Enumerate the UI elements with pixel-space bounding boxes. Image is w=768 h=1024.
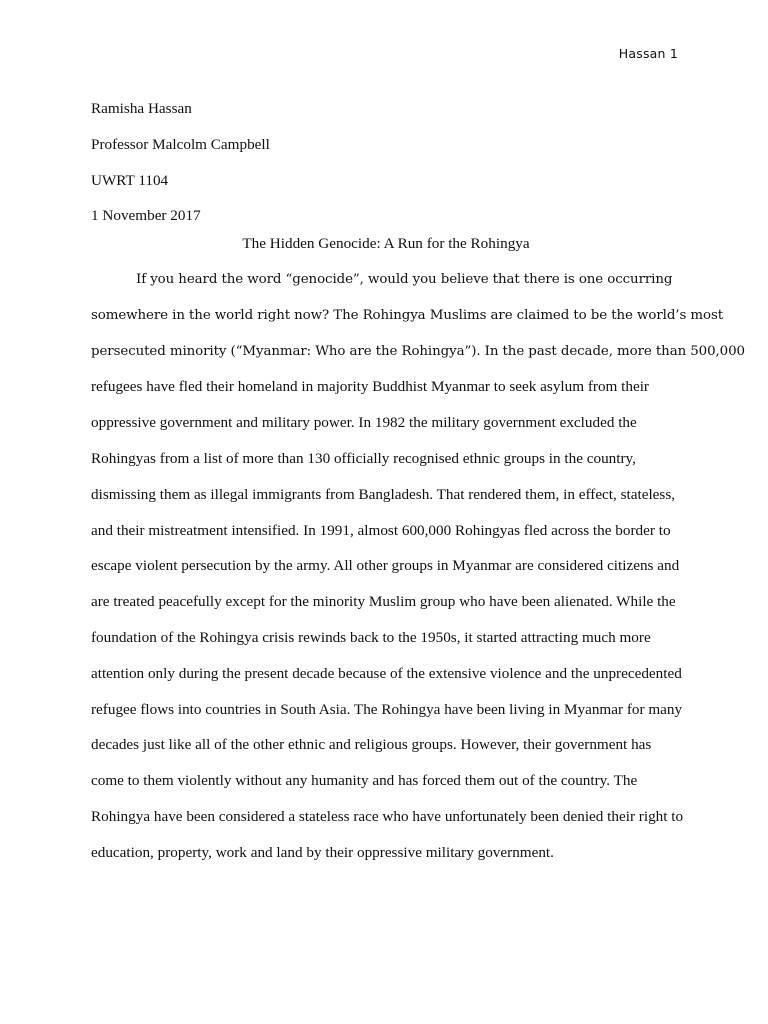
running-header: Hassan 1 — [618, 46, 678, 61]
body-line: persecuted minority (“Myanmar: Who are the Rohingya”). In the past decade, more than 500,000 — [91, 343, 745, 359]
body-line: education, property, work and land by their oppressive military government. — [91, 843, 554, 861]
body-line: escape violent persecution by the army. All other groups in Myanmar are considered citizens and — [91, 557, 680, 575]
body-line: attention only during the present decade because of the extensive violence and the unprecedented — [91, 664, 682, 682]
body-line: dismissing them as illegal immigrants from Bangladesh. That rendered them, in effect, stateless, — [91, 485, 676, 503]
author-name: Ramisha Hassan — [91, 100, 192, 117]
body-line: and their mistreatment intensified. In 1991, almost 600,000 Rohingyas fled across the border to — [91, 521, 671, 539]
essay-title: The Hidden Genocide: A Run for the Rohingya — [242, 235, 530, 252]
body-line: decades just like all of the other ethnic and religious groups. However, their government has — [91, 736, 652, 754]
mla-heading — [91, 91, 681, 234]
professor-name: Professor Malcolm Campbell — [91, 135, 270, 153]
course-code: UWRT 1104 — [91, 171, 169, 189]
body-line: refugee flows into countries in South Asia. The Rohingya have been living in Myanmar for many — [91, 700, 683, 718]
body-line: refugees have fled their homeland in majority Buddhist Myanmar to seek asylum from their — [91, 378, 649, 396]
body-line: are treated peacefully except for the minority Muslim group who have been alienated. While the — [91, 593, 676, 611]
body-line: oppressive government and military power. In 1982 the military government excluded the — [91, 414, 637, 432]
body-line: foundation of the Rohingya crisis rewinds back to the 1950s, it started attracting much more — [91, 628, 651, 646]
body-line: come to them violently without any humanity and has forced them out of the country. The — [91, 772, 638, 790]
body-line: If you heard the word “genocide”, would you believe that there is one occurring — [136, 272, 673, 287]
body-line: somewhere in the world right now? The Rohingya Muslims are claimed to be the world’s most — [91, 307, 724, 323]
body-line: Rohingyas from a list of more than 130 officially recognised ethnic groups in the country, — [91, 449, 636, 467]
essay-paragraph — [91, 270, 745, 879]
date-line: 1 November 2017 — [91, 207, 201, 225]
body-line: Rohingya have been considered a stateless race who have unfortunately been denied their right to — [91, 807, 684, 825]
